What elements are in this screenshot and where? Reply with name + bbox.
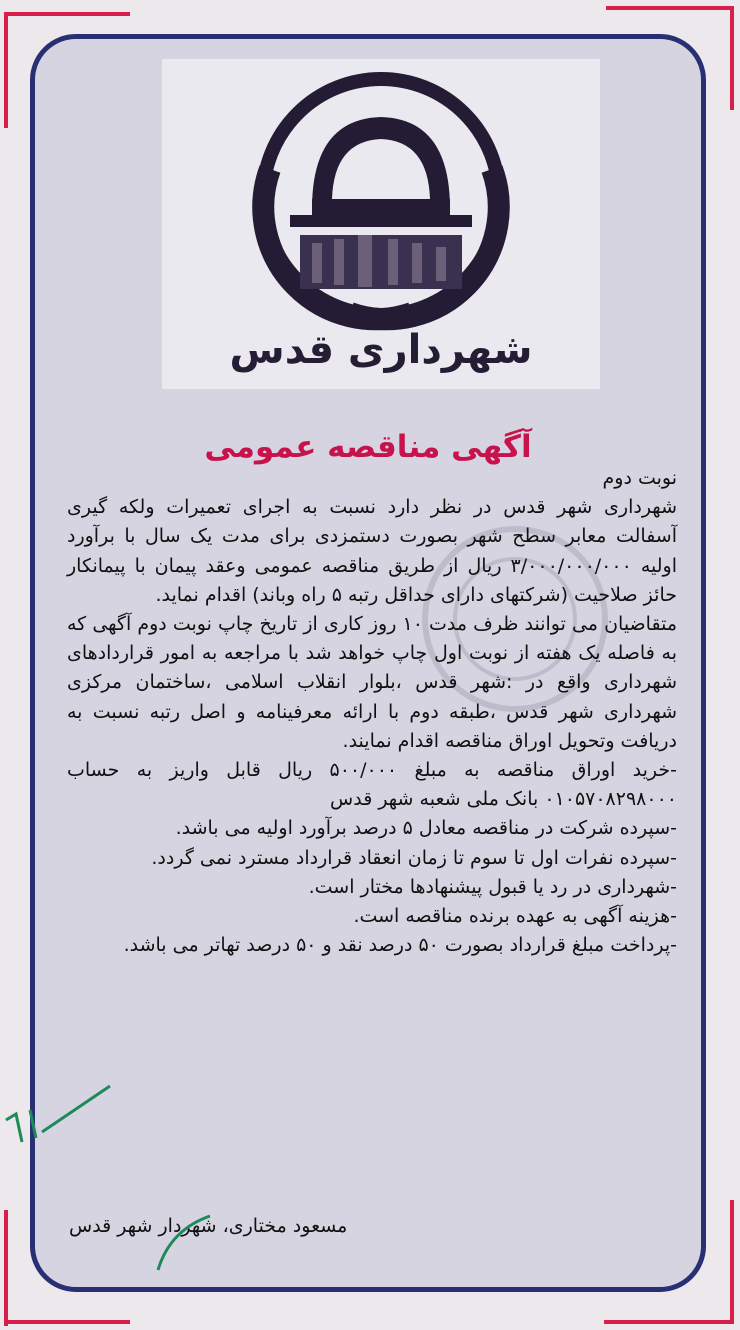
condition-item: -هزینه آگهی به عهده برنده مناقصه است. (353, 905, 677, 928)
condition-item: -شهرداری در رد یا قبول پیشنهادها مختار است. (308, 875, 677, 898)
crop-mark (4, 1210, 8, 1326)
notice-round: نوبت دوم (602, 467, 677, 489)
crop-mark (730, 1200, 734, 1324)
condition-item: -سپرده نفرات اول تا سوم تا زمان انعقاد قرارداد مسترد نمی گردد. (151, 846, 677, 869)
notice-title: آگهی مناقصه عمومی (204, 429, 532, 465)
pen-mark (0, 1080, 140, 1180)
crop-mark (4, 12, 8, 128)
municipality-name: شهرداری قدس (229, 327, 533, 373)
logo-panel (162, 59, 600, 389)
pen-mark (150, 1210, 220, 1280)
condition-item: -خرید اوراق مناقصه به مبلغ ۵۰۰/۰۰۰ ریال قابل واریز به حساب ۰۱۰۵۷۰۸۲۹۸۰۰۰ بانک ملی شعبه شهر قدس (67, 759, 677, 811)
signature: مسعود مختاری، شهردار شهر قدس (69, 1215, 348, 1237)
crop-mark (4, 12, 130, 16)
condition-item: -پرداخت مبلغ قرارداد بصورت ۵۰ درصد نقد و ۵۰ درصد تهاتر می باشد. (123, 934, 677, 957)
condition-item: -سپرده شرکت در مناقصه معادل ۵ درصد برآورد اولیه می باشد. (175, 817, 677, 840)
notice-paragraph: متقاضیان می توانند ظرف مدت ۱۰ روز کاری از تاریخ چاپ نوبت دوم آگهی که به فاصله یک هفته از نوبت اول چاپ خواهد شد با مراجعه به امور قراردادهای شهرداری واقع در :شهر قدس ،بلوار انقلاب اسلامی ،ساختمان مرکزی شهرداری شهر قدس ،طبقه دوم با ارائه معرفینامه و اصل رتبه نسبت به دریافت وتحویل اوراق مناقصه اقدام نمایند. (67, 613, 677, 752)
notice-paragraph: شهرداری شهر قدس در نظر دارد نسبت به اجرای تعمیرات ولکه گیری آسفالت معابر سطح شهر بصورت دستمزدی برای مدت یک سال با برآورد اولیه ۳/۰۰۰/۰۰۰/۰۰۰ ریال از طریق مناقصه عمومی وعقد پیمان با پیمانکار حائز صلاحیت (شرکتهای دارای حداقل رتبه ۵ راه وباند) اقدام نماید. (67, 496, 678, 606)
crop-mark (730, 6, 734, 110)
crop-mark (606, 6, 734, 10)
crop-mark (4, 1320, 130, 1324)
dome-emblem-icon (162, 59, 600, 339)
notice-body (67, 464, 677, 960)
crop-mark (604, 1320, 734, 1324)
